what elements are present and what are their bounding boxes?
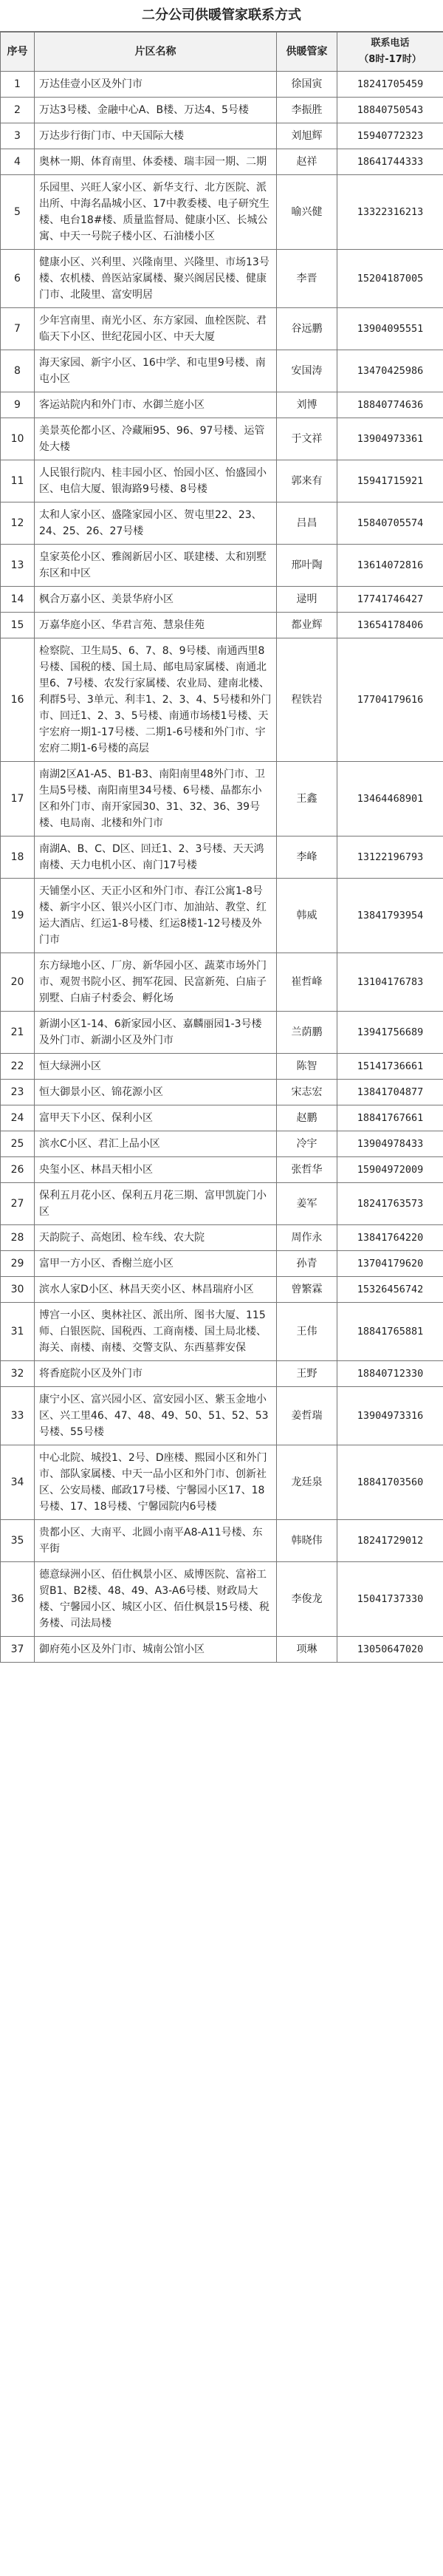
area-name: 万达步行街门市、中天国际大楼 xyxy=(35,123,277,149)
phone-number: 17741746427 xyxy=(337,587,443,613)
row-number: 5 xyxy=(1,175,35,250)
row-number: 10 xyxy=(1,418,35,460)
table-row xyxy=(1,587,443,613)
row-number: 29 xyxy=(1,1251,35,1277)
table-row xyxy=(1,1080,443,1105)
table-row xyxy=(1,638,443,762)
table-row xyxy=(1,1637,443,1663)
phone-number: 15204187005 xyxy=(337,250,443,308)
manager-name: 崔哲峰 xyxy=(277,953,337,1012)
table-row xyxy=(1,879,443,953)
row-number: 30 xyxy=(1,1277,35,1303)
phone-number: 13904973361 xyxy=(337,418,443,460)
row-number: 18 xyxy=(1,836,35,879)
manager-name: 兰荫鹏 xyxy=(277,1012,337,1054)
table-row xyxy=(1,175,443,250)
manager-name: 李振胜 xyxy=(277,98,337,123)
manager-name: 宋志宏 xyxy=(277,1080,337,1105)
phone-number: 18241729012 xyxy=(337,1520,443,1562)
area-name: 太和人家小区、盛隆家园小区、贺屯里22、23、24、25、26、27号楼 xyxy=(35,502,277,545)
table-row xyxy=(1,502,443,545)
area-name: 人民银行院内、桂丰园小区、怡园小区、怡盛园小区、电信大厦、银海路9号楼、8号楼 xyxy=(35,460,277,502)
manager-name: 邢叶陶 xyxy=(277,545,337,587)
table-row xyxy=(1,72,443,98)
table-row xyxy=(1,1387,443,1445)
row-number: 19 xyxy=(1,879,35,953)
row-number: 35 xyxy=(1,1520,35,1562)
table-row xyxy=(1,1131,443,1157)
area-name: 御府苑小区及外门市、城南公馆小区 xyxy=(35,1637,277,1663)
manager-name: 姜军 xyxy=(277,1183,337,1225)
table-row xyxy=(1,1183,443,1225)
phone-number: 15941715921 xyxy=(337,460,443,502)
manager-name: 都业辉 xyxy=(277,613,337,638)
phone-number: 15041737330 xyxy=(337,1562,443,1637)
area-name: 乐园里、兴旺人家小区、新华支行、北方医院、派出所、中海名晶城小区、17中教委楼、电子研究生楼、电台18#楼、质量监督局、健康小区、长城公寓、中天一号院子楼小区、石油楼小区 xyxy=(35,175,277,250)
header-area: 片区名称 xyxy=(35,33,277,72)
row-number: 34 xyxy=(1,1445,35,1520)
phone-number: 13941756689 xyxy=(337,1012,443,1054)
table-row xyxy=(1,1277,443,1303)
table-row xyxy=(1,460,443,502)
phone-number: 13322316213 xyxy=(337,175,443,250)
area-name: 保利五月花小区、保利五月花三期、富甲凯旋门小区 xyxy=(35,1183,277,1225)
area-name: 健康小区、兴利里、兴隆南里、兴隆里、市场13号楼、农机楼、兽医站家属楼、聚兴阁居民楼、健康门市、北陵里、富安明居 xyxy=(35,250,277,308)
row-number: 32 xyxy=(1,1361,35,1387)
manager-name: 陈智 xyxy=(277,1054,337,1080)
row-number: 36 xyxy=(1,1562,35,1637)
manager-name: 徐国寅 xyxy=(277,72,337,98)
phone-number: 18841703560 xyxy=(337,1445,443,1520)
phone-number: 13841764220 xyxy=(337,1225,443,1251)
manager-name: 张哲华 xyxy=(277,1157,337,1183)
phone-number: 18840774636 xyxy=(337,392,443,418)
manager-name: 刘旭辉 xyxy=(277,123,337,149)
table-row xyxy=(1,1054,443,1080)
phone-number: 15940772323 xyxy=(337,123,443,149)
row-number: 2 xyxy=(1,98,35,123)
manager-name: 郭来有 xyxy=(277,460,337,502)
phone-number: 13614072816 xyxy=(337,545,443,587)
phone-number: 13654178406 xyxy=(337,613,443,638)
area-name: 奥林一期、体育南里、体委楼、瑞丰园一期、二期 xyxy=(35,149,277,175)
table-row xyxy=(1,392,443,418)
row-number: 23 xyxy=(1,1080,35,1105)
phone-number: 13104176783 xyxy=(337,953,443,1012)
phone-number: 13704179620 xyxy=(337,1251,443,1277)
manager-name: 项琳 xyxy=(277,1637,337,1663)
manager-name: 王野 xyxy=(277,1361,337,1387)
manager-name: 韩晓伟 xyxy=(277,1520,337,1562)
row-number: 13 xyxy=(1,545,35,587)
area-name: 博宫一小区、奥林社区、派出所、图书大厦、115师、白银医院、国税西、工商南楼、国土局北楼、海关、南楼、南楼、交警支队、东西墓葬安保 xyxy=(35,1303,277,1361)
area-name: 美景英伦都小区、冷藏厢95、96、97号楼、运管处大楼 xyxy=(35,418,277,460)
phone-number: 13470425986 xyxy=(337,350,443,392)
phone-number: 18641744333 xyxy=(337,149,443,175)
header-phone-hours: （8时-17时） xyxy=(359,54,422,65)
area-name: 恒大绿洲小区 xyxy=(35,1054,277,1080)
contact-table xyxy=(0,32,443,1663)
phone-number: 15326456742 xyxy=(337,1277,443,1303)
phone-number: 13050647020 xyxy=(337,1637,443,1663)
area-name: 将香庭院小区及外门市 xyxy=(35,1361,277,1387)
area-name: 天铺堡小区、天正小区和外门市、春江公寓1-8号楼、新宇小区、银兴小区门市、加油站、教堂、红运大酒店、红运1-8号楼、红运8楼1-12号楼及外门市 xyxy=(35,879,277,953)
row-number: 31 xyxy=(1,1303,35,1361)
phone-number: 18241763573 xyxy=(337,1183,443,1225)
manager-name: 冷宇 xyxy=(277,1131,337,1157)
area-name: 皇家英伦小区、雅阁新居小区、联建楼、太和别墅东区和中区 xyxy=(35,545,277,587)
row-number: 11 xyxy=(1,460,35,502)
row-number: 12 xyxy=(1,502,35,545)
table-row xyxy=(1,613,443,638)
table-row xyxy=(1,1012,443,1054)
table-header-row xyxy=(1,33,443,72)
table-row xyxy=(1,1361,443,1387)
table-row xyxy=(1,1520,443,1562)
row-number: 37 xyxy=(1,1637,35,1663)
table-row xyxy=(1,1445,443,1520)
table-row xyxy=(1,762,443,836)
manager-name: 赵鹏 xyxy=(277,1105,337,1131)
header-num: 序号 xyxy=(1,33,35,72)
area-name: 贵都小区、大南平、北圆小南平A8-A11号楼、东平街 xyxy=(35,1520,277,1562)
row-number: 4 xyxy=(1,149,35,175)
manager-name: 孙青 xyxy=(277,1251,337,1277)
area-name: 南湖A、B、C、D区、回迁1、2、3号楼、天天鸿南楼、天力电机小区、南门17号楼 xyxy=(35,836,277,879)
phone-number: 18841767661 xyxy=(337,1105,443,1131)
phone-number: 13464468901 xyxy=(337,762,443,836)
phone-number: 15840705574 xyxy=(337,502,443,545)
area-name: 富甲一方小区、香榭兰庭小区 xyxy=(35,1251,277,1277)
area-name: 枫合万嘉小区、美景华府小区 xyxy=(35,587,277,613)
table-row xyxy=(1,836,443,879)
manager-name: 喻兴健 xyxy=(277,175,337,250)
row-number: 28 xyxy=(1,1225,35,1251)
header-phone-label: 联系电话 xyxy=(371,38,410,49)
area-name: 海天家园、新宇小区、16中学、和屯里9号楼、南屯小区 xyxy=(35,350,277,392)
area-name: 德意绿洲小区、佰仕枫景小区、威博医院、富裕工贸B1、B2楼、48、49、A3-A6号楼、财政局大楼、宁馨园小区、城区小区、佰仕枫景15号楼、税务楼、司法局楼 xyxy=(35,1562,277,1637)
phone-number: 18840712330 xyxy=(337,1361,443,1387)
row-number: 26 xyxy=(1,1157,35,1183)
row-number: 16 xyxy=(1,638,35,762)
manager-name: 逯明 xyxy=(277,587,337,613)
manager-name: 周作永 xyxy=(277,1225,337,1251)
area-name: 央玺小区、林昌天相小区 xyxy=(35,1157,277,1183)
row-number: 7 xyxy=(1,308,35,350)
area-name: 南湖2区A1-A5、B1-B3、南阳南里48外门市、卫生局5号楼、南阳南里34号楼、6号楼、晶都东小区和外门市、南开家园30、31、32、36、39号楼、电局南、北楼和外门市 xyxy=(35,762,277,836)
manager-name: 韩威 xyxy=(277,879,337,953)
manager-name: 程铁岩 xyxy=(277,638,337,762)
area-name: 新湖小区1-14、6新家园小区、嘉麟丽园1-3号楼及外门市、新湖小区及外门市 xyxy=(35,1012,277,1054)
row-number: 6 xyxy=(1,250,35,308)
table-row xyxy=(1,545,443,587)
area-name: 万达3号楼、金融中心A、B楼、万达4、5号楼 xyxy=(35,98,277,123)
manager-name: 王伟 xyxy=(277,1303,337,1361)
row-number: 1 xyxy=(1,72,35,98)
area-name: 富甲天下小区、保利小区 xyxy=(35,1105,277,1131)
table-body xyxy=(1,72,443,1663)
area-name: 康宁小区、富兴园小区、富安园小区、紫玉金地小区、兴工里46、47、48、49、50、51、52、53号楼、55号楼 xyxy=(35,1387,277,1445)
table-row xyxy=(1,98,443,123)
area-name: 天韵院子、高炮团、检车线、农大院 xyxy=(35,1225,277,1251)
table-row xyxy=(1,149,443,175)
phone-number: 13841793954 xyxy=(337,879,443,953)
area-name: 滨水C小区、君汇上品小区 xyxy=(35,1131,277,1157)
manager-name: 王鑫 xyxy=(277,762,337,836)
row-number: 17 xyxy=(1,762,35,836)
manager-name: 李晋 xyxy=(277,250,337,308)
phone-number: 18840750543 xyxy=(337,98,443,123)
area-name: 恒大御景小区、锦花源小区 xyxy=(35,1080,277,1105)
table-row xyxy=(1,1562,443,1637)
phone-number: 18241705459 xyxy=(337,72,443,98)
row-number: 9 xyxy=(1,392,35,418)
area-name: 万嘉华庭小区、华君言苑、慧泉佳苑 xyxy=(35,613,277,638)
manager-name: 姜哲瑞 xyxy=(277,1387,337,1445)
area-name: 少年宫南里、南光小区、东方家园、血栓医院、君临天下小区、世纪花园小区、中天大厦 xyxy=(35,308,277,350)
manager-name: 李俊龙 xyxy=(277,1562,337,1637)
area-name: 客运站院内和外门市、水御兰庭小区 xyxy=(35,392,277,418)
table-row xyxy=(1,953,443,1012)
row-number: 22 xyxy=(1,1054,35,1080)
table-row xyxy=(1,1105,443,1131)
table-row xyxy=(1,418,443,460)
manager-name: 赵祥 xyxy=(277,149,337,175)
row-number: 14 xyxy=(1,587,35,613)
header-phone xyxy=(337,33,443,72)
table-row xyxy=(1,250,443,308)
manager-name: 谷远鹏 xyxy=(277,308,337,350)
table-row xyxy=(1,1225,443,1251)
document-title: 二分公司供暖管家联系方式 xyxy=(0,0,443,32)
manager-name: 李峰 xyxy=(277,836,337,879)
area-name: 中心北院、城投1、2号、D座楼、熙园小区和外门市、部队家属楼、中天一品小区和外门市、创新社区、公安局楼、邮政17号楼、宁馨园小区17、18号楼、17、18号楼、宁馨园院内6号楼 xyxy=(35,1445,277,1520)
table-row xyxy=(1,350,443,392)
manager-name: 刘博 xyxy=(277,392,337,418)
area-name: 滨水人家D小区、林昌天奕小区、林昌瑞府小区 xyxy=(35,1277,277,1303)
row-number: 27 xyxy=(1,1183,35,1225)
manager-name: 吕昌 xyxy=(277,502,337,545)
row-number: 25 xyxy=(1,1131,35,1157)
manager-name: 龙廷泉 xyxy=(277,1445,337,1520)
manager-name: 于文祥 xyxy=(277,418,337,460)
phone-number: 13122196793 xyxy=(337,836,443,879)
area-name: 万达佳壹小区及外门市 xyxy=(35,72,277,98)
row-number: 3 xyxy=(1,123,35,149)
row-number: 8 xyxy=(1,350,35,392)
table-row xyxy=(1,123,443,149)
header-manager: 供暖管家 xyxy=(277,33,337,72)
table-row xyxy=(1,1251,443,1277)
row-number: 20 xyxy=(1,953,35,1012)
row-number: 24 xyxy=(1,1105,35,1131)
phone-number: 13841704877 xyxy=(337,1080,443,1105)
table-row xyxy=(1,1303,443,1361)
phone-number: 13904095551 xyxy=(337,308,443,350)
row-number: 21 xyxy=(1,1012,35,1054)
phone-number: 15141736661 xyxy=(337,1054,443,1080)
area-name: 检察院、卫生局5、6、7、8、9号楼、南通西里8号楼、国税的楼、国土局、邮电局家属楼、南通北里6、7号楼、农发行家属楼、农业局、建南北楼、利群5号、3单元、利丰1、2、3、4、5号楼和外门市、回迁1、2、3、5号楼、南通市场楼1号楼、天宇宏府一期1-17号楼、二期1-6号楼和外门市、宇宏府二期1-6号楼的高层 xyxy=(35,638,277,762)
row-number: 33 xyxy=(1,1387,35,1445)
phone-number: 13904978433 xyxy=(337,1131,443,1157)
phone-number: 18841765881 xyxy=(337,1303,443,1361)
row-number: 15 xyxy=(1,613,35,638)
phone-number: 17704179616 xyxy=(337,638,443,762)
table-row xyxy=(1,1157,443,1183)
phone-number: 15904972009 xyxy=(337,1157,443,1183)
manager-name: 曾繁霖 xyxy=(277,1277,337,1303)
phone-number: 13904973316 xyxy=(337,1387,443,1445)
table-row xyxy=(1,308,443,350)
manager-name: 安国涛 xyxy=(277,350,337,392)
area-name: 东方绿地小区、厂房、新华园小区、蔬菜市场外门市、观贺书院小区、拥军花园、民富新苑、白庙子别墅、白庙子村委会、孵化场 xyxy=(35,953,277,1012)
